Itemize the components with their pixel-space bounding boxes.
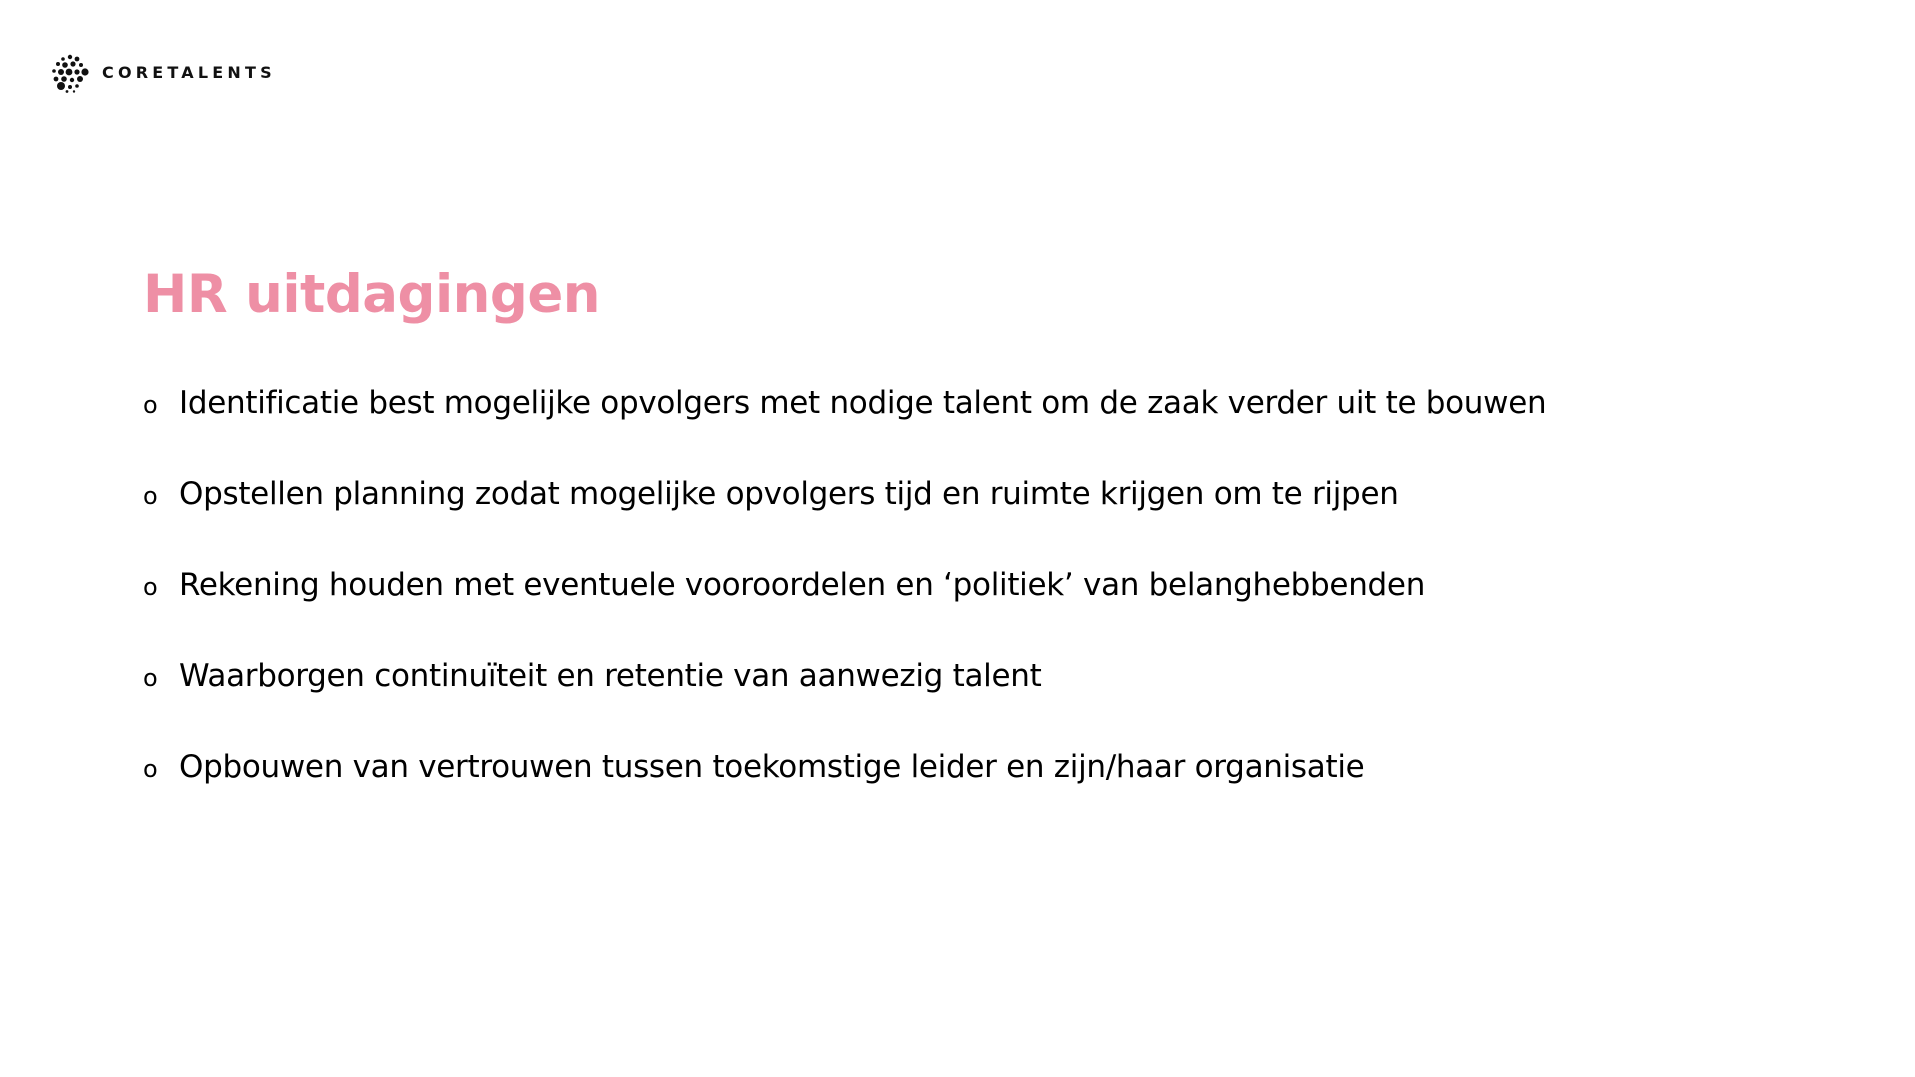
bullet-text: Rekening houden met eventuele vooroordelen en ‘politiek’ van belanghebbenden	[179, 567, 1426, 603]
dot-cluster-logo-icon	[50, 53, 90, 93]
bullet-text: Identificatie best mogelijke opvolgers met nodige talent om de zaak verder uit te bouwen	[179, 385, 1547, 421]
bullet-item	[143, 383, 1546, 474]
bullet-marker: o	[143, 573, 158, 601]
bullet-item	[143, 656, 1546, 747]
bullet-item	[143, 747, 1546, 838]
bullet-marker: o	[143, 482, 158, 510]
bullet-item	[143, 565, 1546, 656]
bullet-item	[143, 474, 1546, 565]
bullet-marker: o	[143, 391, 158, 419]
brand-header	[50, 53, 276, 93]
bullet-list	[143, 383, 1546, 838]
bullet-text: Opstellen planning zodat mogelijke opvolgers tijd en ruimte krijgen om te rijpen	[179, 476, 1399, 512]
brand-name: CORETALENTS	[102, 63, 276, 82]
bullet-text: Waarborgen continuïteit en retentie van aanwezig talent	[179, 658, 1042, 694]
bullet-marker: o	[143, 664, 158, 692]
bullet-marker: o	[143, 755, 158, 783]
bullet-text: Opbouwen van vertrouwen tussen toekomstige leider en zijn/haar organisatie	[179, 749, 1365, 785]
slide-title: HR uitdagingen	[143, 264, 601, 325]
